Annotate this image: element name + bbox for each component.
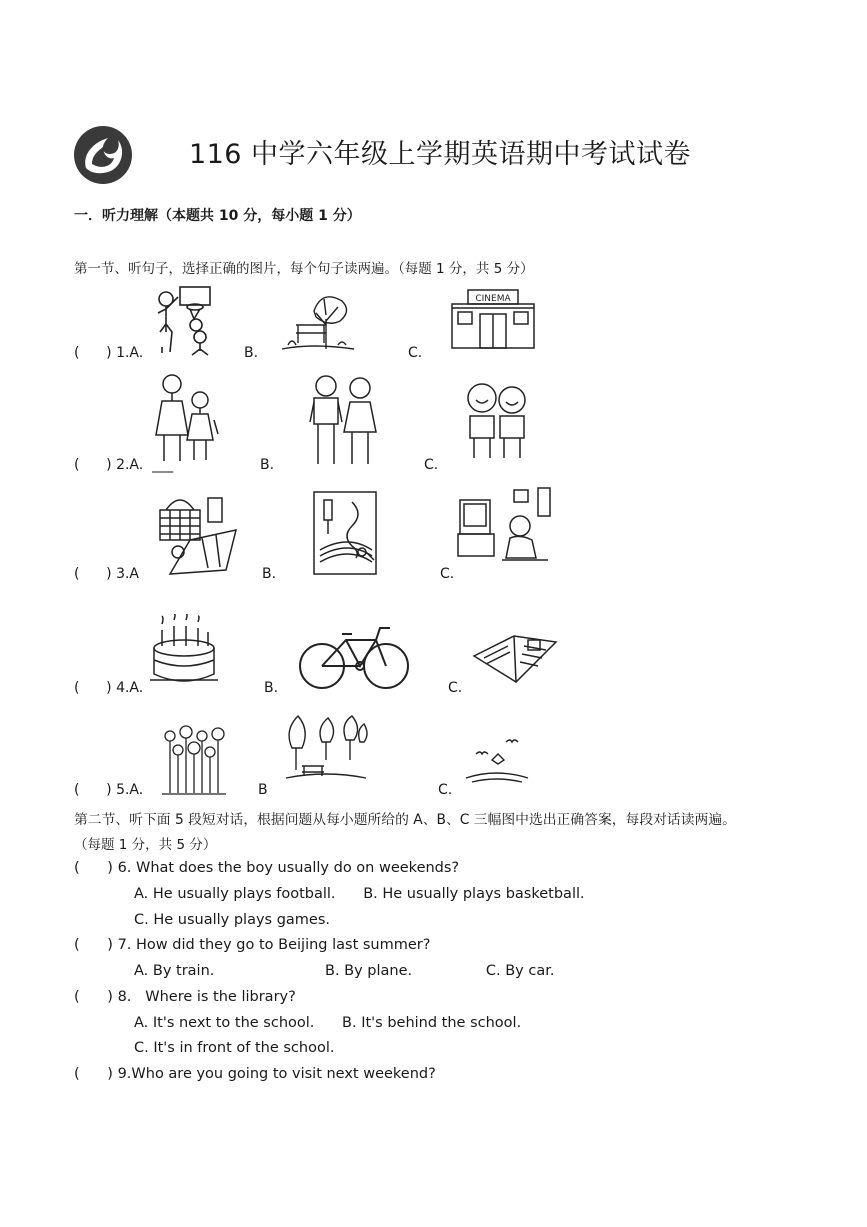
birds-flying-icon	[462, 734, 532, 786]
flowers-icon	[160, 724, 228, 796]
q4-option-c: C.	[448, 680, 463, 696]
svg-text:CINEMA: CINEMA	[475, 294, 511, 304]
q2-prefix: ( ) 2.A. ___	[74, 457, 174, 473]
trees-bench-icon	[282, 712, 370, 784]
park-bench-icon	[278, 285, 358, 355]
flame-logo-icon	[72, 124, 134, 186]
bicycle-icon	[296, 622, 412, 694]
part1-instruction: 第一节、听句子，选择正确的图片，每个句子读两遍。（每题 1 分，共 5 分）	[74, 261, 534, 277]
two-girls-icon	[150, 370, 222, 466]
part2-instruction-2: （每题 1 分，共 5 分）	[74, 837, 217, 853]
two-boys-icon	[460, 378, 532, 464]
q4-option-b: B.	[264, 680, 279, 696]
q6-stem: ( ) 6. What does the boy usually do on weekends?	[74, 860, 460, 876]
q3-option-c: C.	[440, 566, 455, 582]
picnic-basket-icon	[150, 490, 242, 576]
q1-option-b: B.	[244, 345, 259, 361]
page-title: 116 中学六年级上学期英语期中考试试卷	[188, 139, 692, 170]
q5-prefix: ( ) 5.A.	[74, 782, 144, 798]
boy-watching-tv-icon	[456, 486, 554, 572]
q3-prefix: ( ) 3.A	[74, 566, 140, 582]
q2-option-c: C.	[424, 457, 439, 473]
q9-stem: ( ) 9.Who are you going to visit next weekend?	[74, 1066, 436, 1082]
q1-option-c: C.	[408, 345, 423, 361]
q7-stem: ( ) 7. How did they go to Beijing last summer?	[74, 937, 431, 953]
q5-option-c: C.	[438, 782, 453, 798]
q2-option-b: B.	[260, 457, 275, 473]
q6-options-line1: A. He usually plays football. B. He usually plays basketball.	[134, 886, 585, 902]
part2-instruction: 第二节、听下面 5 段短对话，根据问题从每小题所给的 A、B、C 三幅图中选出正确答案，每段对话读两遍。	[74, 812, 736, 828]
q3-option-b: B.	[262, 566, 277, 582]
music-notes-icon	[312, 490, 378, 576]
basketball-kids-icon	[150, 283, 218, 359]
birthday-cake-icon	[148, 614, 220, 688]
q4-prefix: ( ) 4.A.	[74, 680, 144, 696]
boy-and-girl-icon	[306, 372, 380, 468]
q8-options-line2: C. It's in front of the school.	[134, 1040, 335, 1056]
q5-option-b: B	[258, 782, 268, 798]
q6-options-line2: C. He usually plays games.	[134, 912, 331, 928]
q8-stem: ( ) 8. Where is the library?	[74, 989, 296, 1005]
cinema-building-icon	[446, 286, 540, 352]
q1-prefix: ( ) 1.A.	[74, 345, 144, 361]
q7-options-line1: A. By train. B. By plane. C. By car.	[134, 963, 555, 979]
section-heading: 一．听力理解（本题共 10 分，每小题 1 分）	[74, 208, 361, 224]
q8-options-line1: A. It's next to the school. B. It's behind the school.	[134, 1015, 522, 1031]
open-book-icon	[470, 632, 560, 686]
